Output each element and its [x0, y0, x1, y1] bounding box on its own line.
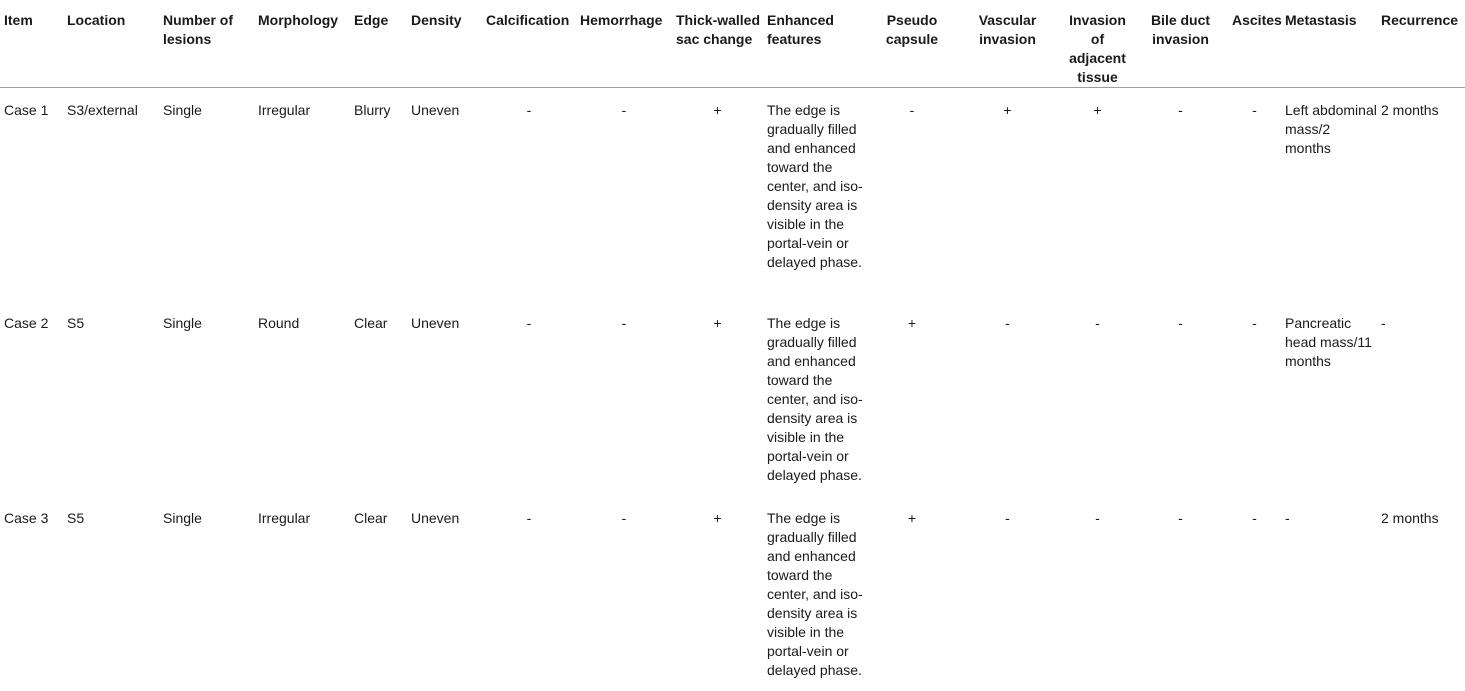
cell-vascular-invasion: -: [1005, 509, 1010, 526]
cell-item: Case 3: [4, 509, 49, 526]
cell-number-of-lesions: Single: [163, 314, 202, 331]
cell-ascites: -: [1252, 509, 1257, 526]
cell-hemorrhage: -: [621, 314, 627, 331]
cell-invasion-of-adjacent-tissue: +: [1093, 102, 1102, 118]
cell-metastasis: Left abdominal mass/2 months: [1285, 102, 1377, 156]
cell-item: Case 1: [4, 102, 49, 118]
header-calcification: Calcification: [482, 0, 576, 88]
cell-edge: Clear: [354, 314, 388, 331]
cell-morphology: Round: [258, 314, 300, 331]
cell-ascites: -: [1252, 102, 1257, 118]
cell-density: Uneven: [411, 509, 460, 526]
cell-bile-duct-invasion: -: [1178, 509, 1183, 526]
cell-density: Uneven: [411, 314, 460, 331]
header-thick-walled-sac-change: Thick-walled sac change: [672, 0, 763, 88]
cell-calcification: -: [526, 509, 532, 526]
cell-bile-duct-invasion: -: [1178, 102, 1183, 118]
cell-edge: Blurry: [354, 102, 391, 118]
header-edge: Edge: [350, 0, 407, 88]
header-item: Item: [0, 0, 63, 88]
cell-recurrence: 2 months: [1381, 102, 1439, 118]
cell-item: Case 2: [4, 314, 49, 331]
cell-density: Uneven: [411, 102, 460, 118]
cell-vascular-invasion: +: [1003, 102, 1012, 118]
cell-vascular-invasion: -: [1005, 314, 1010, 331]
cell-edge: Clear: [354, 509, 388, 526]
cell-enhanced-features: The edge is gradually filled and enhanced toward the center, and iso-density area is visible in the portal-vein or delayed phase.: [767, 102, 863, 270]
header-ascites: Ascites: [1228, 0, 1281, 88]
cell-invasion-of-adjacent-tissue: -: [1095, 509, 1100, 526]
cell-number-of-lesions: Single: [163, 509, 202, 526]
header-location: Location: [63, 0, 159, 88]
header-vascular-invasion: Vascular invasion: [953, 0, 1062, 88]
header-row: [0, 0, 1465, 88]
cell-enhanced-features: The edge is gradually filled and enhanced toward the center, and iso-density area is visible in the portal-vein or delayed phase.: [767, 314, 863, 483]
cell-metastasis: Pancreatic head mass/11 months: [1285, 314, 1372, 369]
header-hemorrhage: Hemorrhage: [576, 0, 672, 88]
cell-calcification: -: [526, 314, 532, 331]
cell-pseudo-capsule: -: [909, 102, 915, 118]
header-invasion-of-adjacent-tissue: Invasion of adjacent tissue: [1062, 0, 1133, 88]
cell-location: S5: [67, 509, 85, 526]
cell-location: S5: [67, 314, 85, 331]
cell-pseudo-capsule: +: [907, 509, 917, 526]
header-morphology: Morphology: [254, 0, 350, 88]
table-row: [0, 302, 1465, 497]
cell-thick-walled-sac-change: +: [713, 314, 722, 331]
cell-hemorrhage: -: [621, 102, 627, 118]
cell-calcification: -: [526, 102, 532, 118]
header-metastasis: Metastasis: [1281, 0, 1377, 88]
table-row: [0, 88, 1465, 302]
header-pseudo-capsule: Pseudo capsule: [871, 0, 953, 88]
cell-thick-walled-sac-change: +: [713, 102, 722, 118]
cell-thick-walled-sac-change: +: [713, 509, 722, 526]
cell-morphology: Irregular: [258, 509, 311, 526]
header-recurrence: Recurrence: [1377, 0, 1465, 88]
table-row: [0, 497, 1465, 691]
cell-recurrence: 2 months: [1381, 509, 1439, 526]
cell-morphology: Irregular: [258, 102, 311, 118]
cell-number-of-lesions: Single: [163, 102, 202, 118]
cell-invasion-of-adjacent-tissue: -: [1095, 314, 1100, 331]
cell-location: S3/external: [67, 102, 138, 118]
cell-ascites: -: [1252, 314, 1257, 331]
header-density: Density: [407, 0, 482, 88]
cell-enhanced-features: The edge is gradually filled and enhanced toward the center, and iso-density area is visible in the portal-vein or delayed phase.: [767, 509, 863, 678]
cell-bile-duct-invasion: -: [1178, 314, 1183, 331]
cell-pseudo-capsule: +: [907, 314, 917, 331]
header-enhanced-features: Enhanced features: [763, 0, 871, 88]
cell-hemorrhage: -: [621, 509, 627, 526]
cell-recurrence: -: [1381, 314, 1386, 331]
header-bile-duct-invasion: Bile duct invasion: [1133, 0, 1228, 88]
cell-metastasis: -: [1285, 509, 1290, 526]
header-number-of-lesions: Number of lesions: [159, 0, 254, 88]
